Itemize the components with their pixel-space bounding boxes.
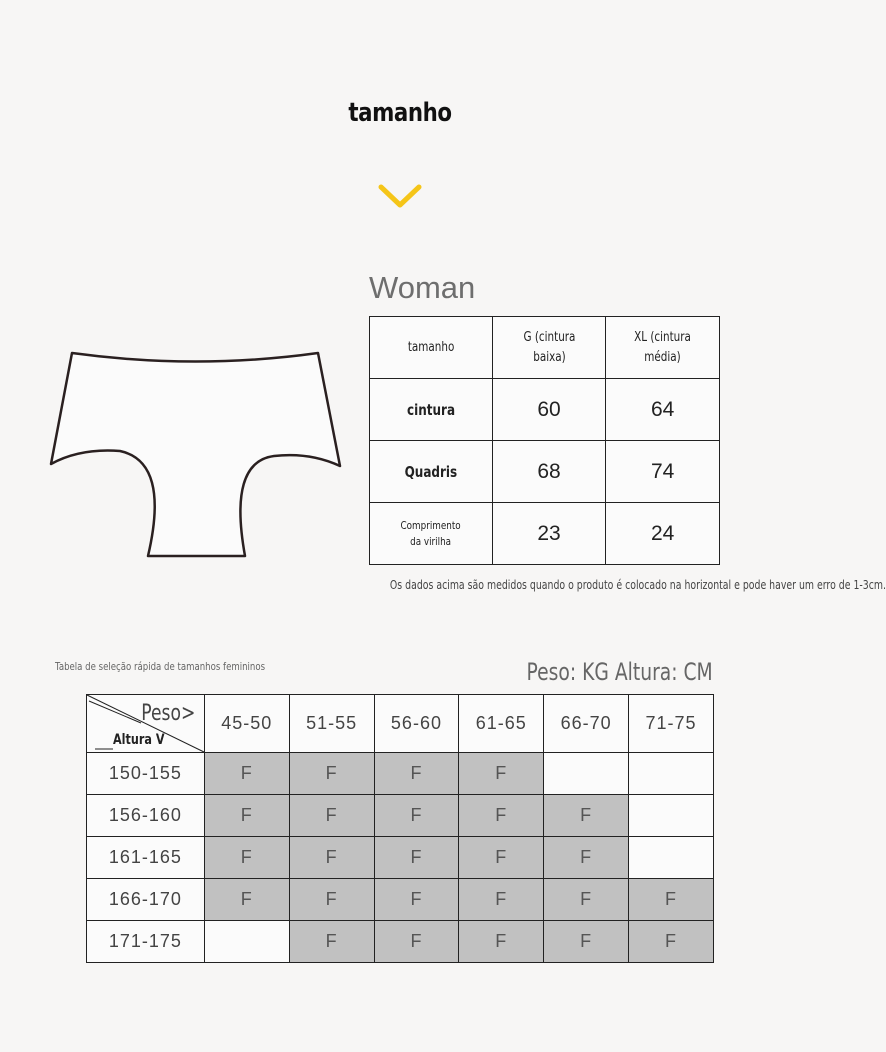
measurement-note bbox=[250, 578, 886, 592]
size-cell: F bbox=[459, 753, 544, 795]
header-g-cell bbox=[492, 317, 606, 379]
size-cell: F bbox=[629, 879, 714, 921]
quick-table-caption bbox=[55, 660, 324, 673]
size-cell bbox=[629, 753, 714, 795]
size-cell: F bbox=[459, 879, 544, 921]
size-cell: F bbox=[289, 921, 374, 963]
size-cell: F bbox=[289, 753, 374, 795]
size-row-crotch-length bbox=[370, 503, 720, 565]
units-label-text: Peso: KG Altura: CM bbox=[526, 658, 713, 686]
size-cell: F bbox=[374, 753, 459, 795]
weight-header: 61-65 bbox=[459, 695, 544, 753]
size-row-hips bbox=[370, 441, 720, 503]
units-label bbox=[474, 658, 713, 686]
size-chart-heading: Woman bbox=[369, 270, 476, 305]
header-g-line1: G (cintura bbox=[523, 329, 576, 345]
size-cell: F bbox=[459, 921, 544, 963]
value-xl: 64 bbox=[650, 397, 675, 421]
size-cell: F bbox=[204, 879, 289, 921]
size-cell: F bbox=[204, 753, 289, 795]
weight-header: 71-75 bbox=[629, 695, 714, 753]
value-cell-xl bbox=[606, 441, 720, 503]
value-g: 68 bbox=[537, 459, 561, 483]
size-cell: F bbox=[459, 795, 544, 837]
weight-axis-label: Peso> bbox=[141, 701, 196, 726]
size-cell: F bbox=[204, 837, 289, 879]
table-row bbox=[87, 795, 714, 837]
height-label: 166-170 bbox=[87, 879, 205, 921]
weight-header: 56-60 bbox=[374, 695, 459, 753]
height-axis-label: Altura V bbox=[113, 732, 165, 748]
row-label-cell bbox=[370, 441, 493, 503]
size-cell bbox=[544, 753, 629, 795]
size-cell: F bbox=[544, 879, 629, 921]
size-chart-header-row bbox=[370, 317, 720, 379]
table-row bbox=[87, 753, 714, 795]
section-title: tamanho bbox=[348, 98, 452, 128]
briefs-outline-image bbox=[48, 348, 344, 560]
header-size-label: tamanho bbox=[407, 339, 455, 355]
size-cell bbox=[629, 837, 714, 879]
value-g: 60 bbox=[537, 397, 561, 421]
size-cell: F bbox=[289, 795, 374, 837]
table-row bbox=[87, 921, 714, 963]
size-cell: F bbox=[289, 879, 374, 921]
height-label: 171-175 bbox=[87, 921, 205, 963]
value-cell-xl bbox=[606, 503, 720, 565]
height-label: 161-165 bbox=[87, 837, 205, 879]
value-cell-g bbox=[492, 503, 606, 565]
table-row bbox=[87, 879, 714, 921]
row-label: cintura bbox=[406, 400, 455, 419]
height-label: 156-160 bbox=[87, 795, 205, 837]
quick-size-table bbox=[86, 694, 714, 963]
value-cell-g bbox=[492, 441, 606, 503]
size-cell: F bbox=[544, 921, 629, 963]
value-cell-g bbox=[492, 379, 606, 441]
size-cell: F bbox=[459, 837, 544, 879]
size-chart-table bbox=[369, 316, 720, 565]
chevron-down-icon bbox=[378, 184, 422, 210]
size-cell bbox=[629, 795, 714, 837]
header-g-line2: baixa) bbox=[532, 349, 566, 365]
value-xl: 24 bbox=[650, 521, 675, 545]
size-cell: F bbox=[289, 837, 374, 879]
header-size-cell bbox=[370, 317, 493, 379]
size-row-waist bbox=[370, 379, 720, 441]
row-label-line2: da virilha bbox=[410, 534, 452, 548]
row-label bbox=[401, 518, 461, 550]
size-cell: F bbox=[374, 837, 459, 879]
size-cell bbox=[204, 921, 289, 963]
row-label-cell bbox=[370, 379, 493, 441]
value-g: 23 bbox=[537, 521, 561, 545]
size-cell: F bbox=[374, 921, 459, 963]
row-label: Quadris bbox=[404, 462, 458, 481]
header-xl-line1: XL (cintura bbox=[634, 329, 692, 345]
quick-table-caption-text: Tabela de seleção rápida de tamanhos femininos bbox=[55, 660, 266, 673]
value-cell-xl bbox=[606, 379, 720, 441]
size-cell: F bbox=[544, 795, 629, 837]
quick-table-header-row bbox=[87, 695, 714, 753]
weight-header: 51-55 bbox=[289, 695, 374, 753]
row-label-line1: Comprimento bbox=[400, 518, 461, 532]
header-g-label bbox=[523, 328, 575, 368]
size-cell: F bbox=[204, 795, 289, 837]
weight-header: 45-50 bbox=[204, 695, 289, 753]
measurement-note-text: Os dados acima são medidos quando o produto é colocado na horizontal e pode haver um erro de 1-3cm. bbox=[389, 578, 886, 592]
header-xl-cell bbox=[606, 317, 720, 379]
table-row bbox=[87, 837, 714, 879]
value-xl: 74 bbox=[650, 459, 675, 483]
size-cell: F bbox=[374, 795, 459, 837]
size-cell: F bbox=[374, 879, 459, 921]
size-cell: F bbox=[629, 921, 714, 963]
size-cell: F bbox=[544, 837, 629, 879]
row-label-cell bbox=[370, 503, 493, 565]
weight-header: 66-70 bbox=[544, 695, 629, 753]
height-label: 150-155 bbox=[87, 753, 205, 795]
corner-cell bbox=[87, 695, 205, 753]
header-xl-label bbox=[634, 328, 691, 368]
header-xl-line2: média) bbox=[644, 349, 681, 365]
